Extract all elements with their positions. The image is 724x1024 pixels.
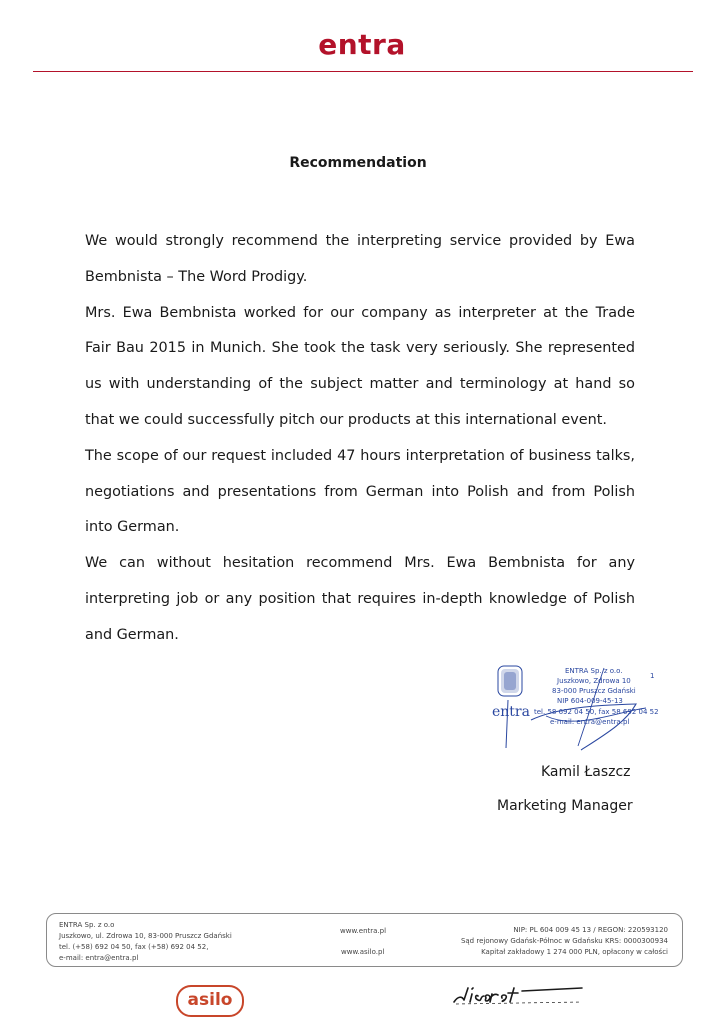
footer-address: Juszkowo, ul. Zdrowa 10, 83-000 Pruszcz Gdański <box>59 932 232 940</box>
footer-capital: Kapitał zakładowy 1 274 000 PLN, opłacony w całości <box>481 948 668 956</box>
footer-nip: NIP: PL 604 009 45 13 / REGON: 220593120 <box>513 926 668 934</box>
paragraph: Mrs. Ewa Bembnista worked for our company as interpreter at the Trade Fair Bau 2015 in Munich. She took the task very seriously. She represented us with understanding of the subject matter and terminology at hand so that we could successfully pitch our products at this international event. <box>85 304 635 428</box>
stamp-line: NIP 604-009-45-13 <box>557 697 623 705</box>
letter-heading: Recommendation <box>289 155 427 171</box>
signer-title: Marketing Manager <box>497 798 633 814</box>
discret-logo <box>452 982 588 1008</box>
paragraph: We can without hesitation recommend Mrs. Ewa Bembnista for any interpreting job or any position that requires in-depth knowledge of Polish and German. <box>85 555 635 643</box>
stamp-line: e-mail: entra@entra.pl <box>550 718 630 726</box>
stamp-line: tel. 58 692 04 50, fax 58 692 04 52 <box>534 708 659 716</box>
footer-phone: tel. (+58) 692 04 50, fax (+58) 692 04 52, <box>59 943 209 951</box>
entra-logo: entra <box>318 28 406 61</box>
stamp-number: 1 <box>650 672 655 680</box>
company-stamp <box>486 660 661 755</box>
footer-box <box>46 913 683 967</box>
letter-body <box>85 224 635 654</box>
asilo-logo: asilo <box>176 985 244 1017</box>
paragraph: We would strongly recommend the interpreting service provided by Ewa Bembnista – The Word Prodigy. <box>85 233 635 285</box>
footer-company: ENTRA Sp. z o.o <box>59 921 115 929</box>
stamp-line: 83-000 Pruszcz Gdański <box>552 687 636 695</box>
paragraph: The scope of our request included 47 hours interpretation of business talks, negotiations and presentations from German into Polish and from Polish into German. <box>85 447 635 536</box>
footer-web-asilo: www.asilo.pl <box>341 948 385 956</box>
footer-web-entra: www.entra.pl <box>340 927 387 935</box>
stamp-logo: entra <box>492 704 530 720</box>
footer-email: e-mail: entra@entra.pl <box>59 954 139 962</box>
signer-name: Kamil Łaszcz <box>541 764 631 780</box>
footer-court: Sąd rejonowy Gdańsk-Północ w Gdańsku KRS: 0000300934 <box>460 937 668 945</box>
header-divider <box>33 71 693 72</box>
stamp-line: Juszkowo, Zdrowa 10 <box>557 677 631 685</box>
stamp-line: ENTRA Sp. z o.o. <box>565 667 623 675</box>
